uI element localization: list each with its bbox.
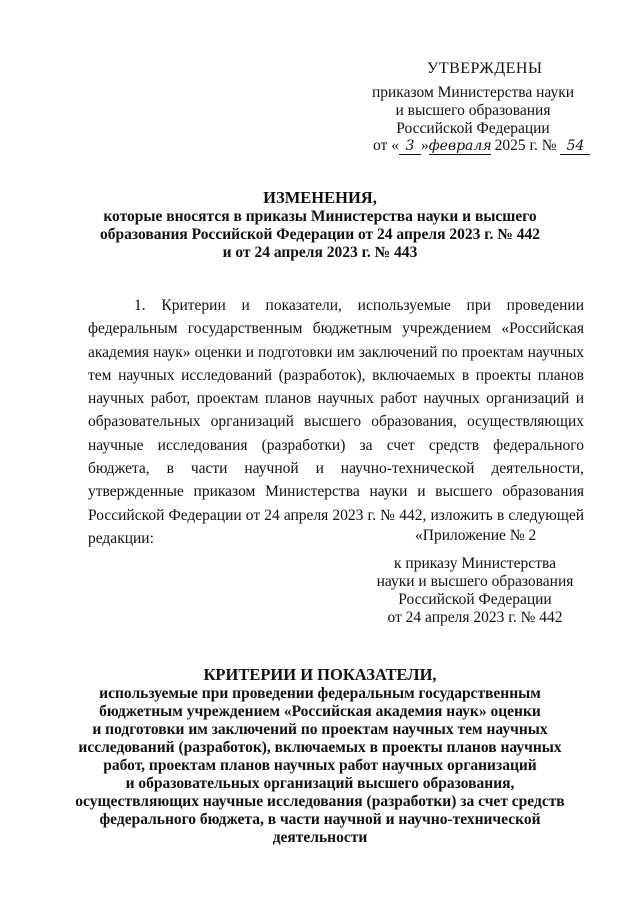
order-date-line [373,137,590,155]
appendix-line: от 24 апреля 2023 г. № 442 [387,609,563,626]
appendix-title: «Приложение № 2 [415,527,537,544]
body-paragraph: 1. Критерии и показатели, используемые при проведении федеральным государственным бюджетным учреждением «Российская академия наук» оценки и подготовки им заключений по проектам научных тем научных исследований (разработок), включаемых в проекты планов научных работ, проектам планов научных работ научных организаций и образовательных организаций высшего образования, осуществляющих научные исследования (разработки) за счет средств федерального бюджета, в части научной и научно-технической деятельности, утвержденные приказом Министерства науки и высшего образования Российской Федерации от 24 апреля 2023 г. № 442, изложить в следующей редакции: [88,297,584,547]
approval-line: Российской Федерации [396,120,550,137]
order-mid: » [420,137,429,154]
criteria-line: бюджетным учреждением «Российская академия наук» оценки [99,703,541,720]
approval-line: и высшего образования [395,102,551,119]
criteria-line: используемые при проведении федеральным государственным [99,685,541,702]
approval-line: приказом Министерства науки [371,84,575,101]
order-day-handwritten: 3 [399,138,421,155]
changes-subtitle-line: образования Российской Федерации от 24 апреля 2023 г. № 442 [100,226,540,243]
appendix-line: Российской Федерации [398,591,552,608]
changes-subtitle-line: которые вносятся в приказы Министерства науки и высшего [103,208,537,225]
order-prefix: от « [373,137,399,154]
approval-title: УТВЕРЖДЕНЫ [427,60,543,77]
criteria-line: работ, проектам планов научных работ научных организаций [103,757,537,774]
order-year: 2025 г. № [490,137,561,154]
criteria-line: и образовательных организаций высшего образования, [125,775,515,792]
criteria-title: КРИТЕРИИ И ПОКАЗАТЕЛИ, [203,665,437,684]
order-month-handwritten: февраля [428,138,492,154]
criteria-line: исследований (разработок), включаемых в проекты планов научных [78,739,562,756]
criteria-line: деятельности [272,829,368,846]
order-number-handwritten: 54 [560,138,590,155]
criteria-line: осуществляющих научные исследования (разработки) за счет средств [75,793,565,810]
changes-subtitle-line: и от 24 апреля 2023 г. № 443 [222,244,418,261]
criteria-line: и подготовки им заключений по проектам научных тем научных [92,721,548,738]
criteria-line: федерального бюджета, в части научной и научно-технической [99,811,541,828]
appendix-line: к приказу Министерства [394,555,556,572]
changes-title: ИЗМЕНЕНИЯ, [263,188,377,207]
appendix-line: науки и высшего образования [376,573,574,590]
